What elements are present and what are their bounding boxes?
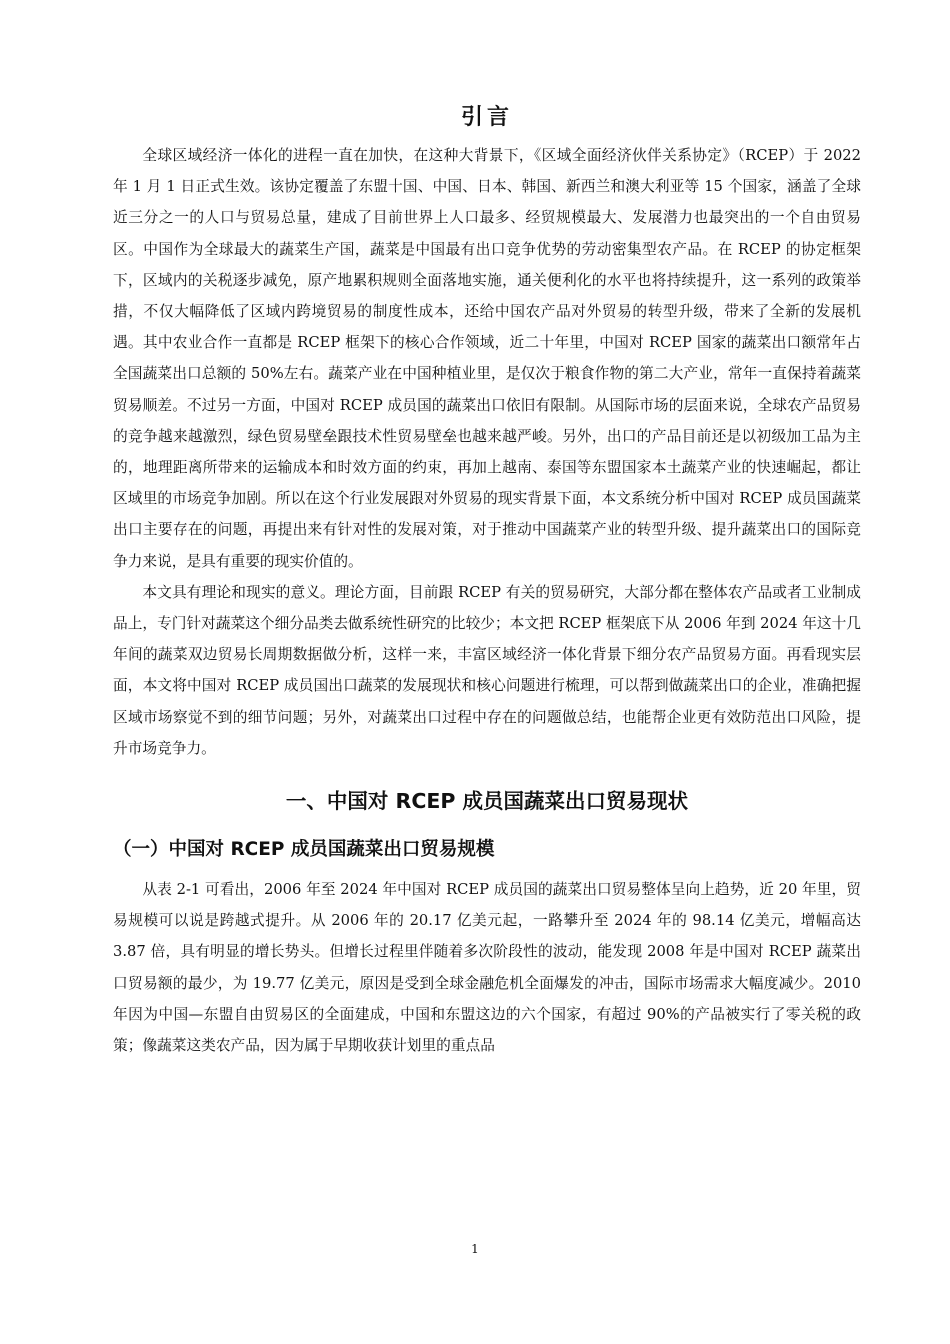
page-title: 引言 xyxy=(460,105,513,130)
body-paragraph: 从表 2-1 可看出，2006 年至 2024 年中国对 RCEP 成员国的蔬菜出口贸易整体呈向上趋势，近 20 年里，贸易规模可以说是跨越式提升。从 2006 年的 20.17 亿美元起，一路攀升至 2024 年的 98.14 亿美元，增幅高达 3.87 倍，具有明显的增长势头。但增长过程里伴随着多次阶段性的波动，能发现 2008 年是中国对 RCEP 蔬菜出口贸易额的最少，为 19.77 亿美元，原因是受到全球金融危机全面爆发的冲击，国际市场需求大幅度减少。2010 年因为中国—东盟自由贸易区的全面建成，中国和东盟这边的六个国家，有超过 90%的产品被实行了零关税的政策；像蔬菜这类农产品，因为属于早期收获计划里的重点品 xyxy=(113,881,861,1055)
page-content xyxy=(113,96,861,1061)
section-heading: 一、中国对 RCEP 成员国蔬菜出口贸易现状 xyxy=(285,789,689,814)
intro-paragraph: 本文具有理论和现实的意义。理论方面，目前跟 RCEP 有关的贸易研究，大部分都在整体农产品或者工业制成品上，专门针对蔬菜这个细分品类去做系统性研究的比较少；本文把 RCEP 框架底下从 2006 年到 2024 年这十几年间的蔬菜双边贸易长周期数据做分析，这样一来，丰富区域经济一体化背景下细分农产品贸易方面。再看现实层面，本文将中国对 RCEP 成员国出口蔬菜的发展现状和核心问题进行梳理，可以帮到做蔬菜出口的企业，准确把握区域市场察觉不到的细节问题；另外，对蔬菜出口过程中存在的问题做总结，也能帮企业更有效防范出口风险，提升市场竞争力。 xyxy=(113,583,861,757)
subsection-heading: （一）中国对 RCEP 成员国蔬菜出口贸易规模 xyxy=(113,839,495,861)
intro-paragraph: 全球区域经济一体化的进程一直在加快，在这种大背景下，《区域全面经济伙伴关系协定》（RCEP）于 2022 年 1 月 1 日正式生效。该协定覆盖了东盟十国、中国、日本、韩国、新西兰和澳大利亚等 15 个国家，涵盖了全球近三分之一的人口与贸易总量，建成了目前世界上人口最多、经贸规模最大、发展潜力也最突出的一个自由贸易区。中国作为全球最大的蔬菜生产国，蔬菜是中国最有出口竞争优势的劳动密集型农产品。在 RCEP 的协定框架下，区域内的关税逐步减免，原产地累积规则全面落地实施，通关便利化的水平也将持续提升，这一系列的政策举措，不仅大幅降低了区域内跨境贸易的制度性成本，还给中国农产品对外贸易的转型升级，带来了全新的发展机遇。其中农业合作一直都是 RCEP 框架下的核心合作领域，近二十年里，中国对 RCEP 国家的蔬菜出口额常年占全国蔬菜出口总额的 50%左右。蔬菜产业在中国种植业里，是仅次于粮食作物的第二大产业，常年一直保持着蔬菜贸易顺差。不过另一方面，中国对 RCEP 成员国的蔬菜出口依旧有限制。从国际市场的层面来说，全球农产品贸易的竞争越来越激烈，绿色贸易壁垒跟技术性贸易壁垒也越来越严峻。另外，出口的产品目前还是以初级加工品为主的，地理距离所带来的运输成本和时效方面的约束，再加上越南、泰国等东盟国家本土蔬菜产业的快速崛起，都让区域里的市场竞争加剧。所以在这个行业发展跟对外贸易的现实背景下面，本文系统分析中国对 RCEP 成员国蔬菜出口主要存在的问题，再提出来有针对性的发展对策，对于推动中国蔬菜产业的转型升级、提升蔬菜出口的国际竞争力来说，是具有重要的现实价值的。 xyxy=(113,147,861,570)
page-number: 1 xyxy=(471,1242,479,1256)
